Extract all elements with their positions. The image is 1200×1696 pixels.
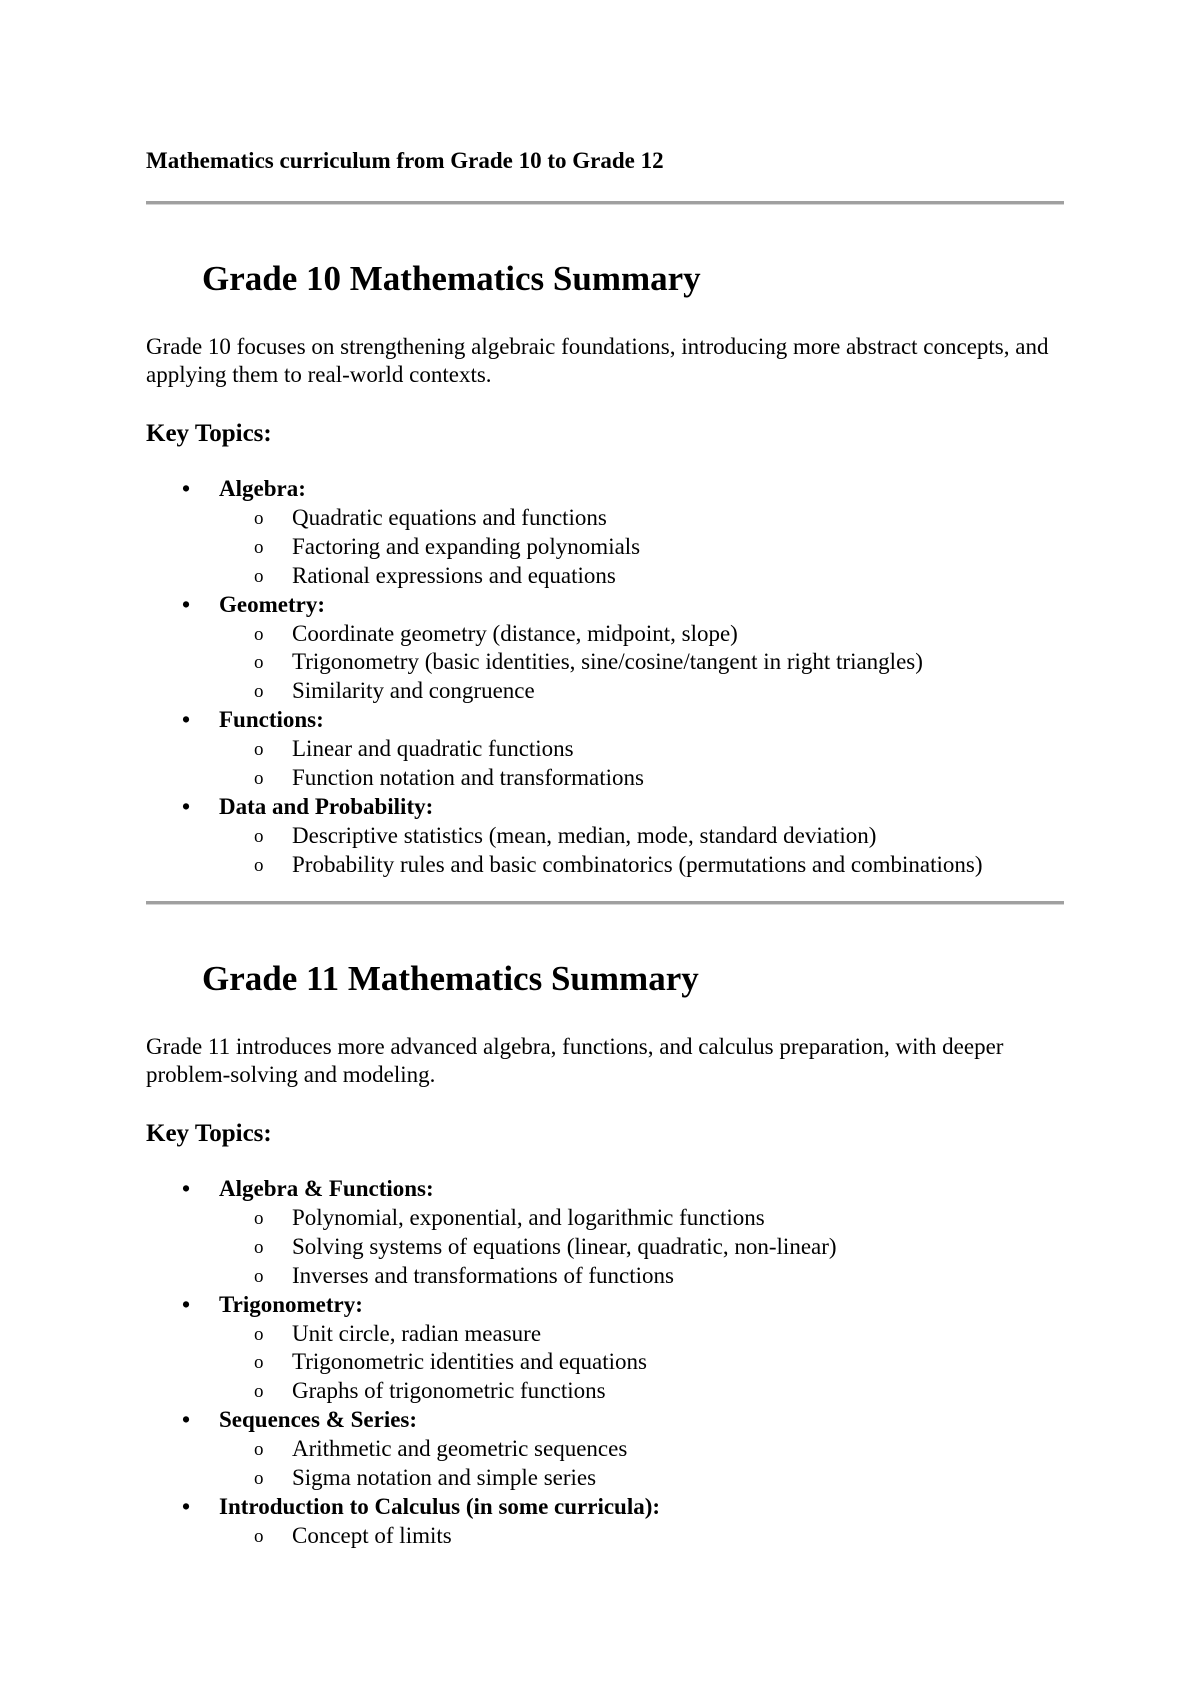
sub-bullet-marker: o	[254, 739, 264, 761]
subtopic-list	[219, 735, 1064, 793]
subtopic-item	[219, 1262, 1064, 1291]
subtopic-text: Unit circle, radian measure	[292, 1320, 542, 1346]
subtopic-text: Rational expressions and equations	[292, 562, 616, 588]
subtopic-text: Graphs of trigonometric functions	[292, 1378, 606, 1404]
subtopic-text: Coordinate geometry (distance, midpoint, slope)	[292, 620, 738, 646]
sub-bullet-marker: o	[254, 507, 264, 529]
sub-bullet-marker: o	[254, 825, 264, 847]
subtopic-list	[219, 1320, 1064, 1407]
topic-label: Algebra & Functions:	[219, 1176, 434, 1201]
grade10-heading: Grade 10 Mathematics Summary	[202, 259, 701, 298]
subtopic-item	[219, 1377, 1064, 1406]
bullet-marker: •	[182, 1407, 191, 1433]
subtopic-item	[219, 677, 1064, 706]
topic-item	[146, 706, 1064, 793]
grade11-section	[146, 959, 1064, 1551]
bullet-marker: •	[182, 591, 191, 617]
subtopic-item	[219, 648, 1064, 677]
topic-label: Sequences & Series:	[219, 1407, 418, 1433]
bullet-marker: •	[182, 1493, 191, 1519]
sub-bullet-marker: o	[254, 1207, 264, 1229]
bullet-marker: •	[182, 793, 191, 819]
subtopic-list	[219, 1204, 1064, 1291]
sub-bullet-marker: o	[254, 1323, 264, 1345]
sub-bullet-marker: o	[254, 1439, 264, 1461]
topic-item	[146, 475, 1064, 591]
subtopic-text: Descriptive statistics (mean, median, mode, standard deviation)	[292, 822, 877, 848]
sub-bullet-marker: o	[254, 854, 264, 876]
subtopic-item	[219, 533, 1064, 562]
subtopic-item	[219, 735, 1064, 764]
horizontal-rule	[146, 901, 1064, 905]
subtopic-item	[219, 1464, 1064, 1493]
topic-label: Introduction to Calculus (in some curricula):	[219, 1493, 661, 1519]
topic-label: Algebra:	[219, 476, 306, 501]
subtopic-text: Function notation and transformations	[292, 765, 644, 791]
sub-bullet-marker: o	[254, 652, 264, 674]
topic-label: Functions:	[219, 707, 324, 733]
grade11-intro: Grade 11 introduces more advanced algebra, functions, and calculus preparation, with deeper problem-solving and modeling.	[146, 1034, 1004, 1087]
bullet-marker: •	[182, 476, 191, 501]
topic-item	[146, 1406, 1064, 1493]
topic-label: Data and Probability:	[219, 793, 434, 819]
topic-item	[146, 793, 1064, 880]
subtopic-item	[219, 1522, 1064, 1551]
topic-label: Trigonometry:	[219, 1291, 363, 1317]
topic-item	[146, 591, 1064, 707]
sub-bullet-marker: o	[254, 623, 264, 645]
sub-bullet-marker: o	[254, 1468, 264, 1490]
subtopic-item	[219, 504, 1064, 533]
subtopic-item	[219, 764, 1064, 793]
sub-bullet-marker: o	[254, 1236, 264, 1258]
subtopic-list	[219, 822, 1064, 880]
sub-bullet-marker: o	[254, 1265, 264, 1287]
subtopic-text: Trigonometric identities and equations	[292, 1349, 647, 1375]
grade10-key-topics-label: Key Topics:	[146, 420, 272, 447]
subtopic-item	[219, 620, 1064, 649]
subtopic-item	[219, 1348, 1064, 1377]
sub-bullet-marker: o	[254, 565, 264, 587]
subtopic-list	[219, 1522, 1064, 1551]
sub-bullet-marker: o	[254, 536, 264, 558]
subtopic-text: Solving systems of equations (linear, quadratic, non-linear)	[292, 1233, 837, 1259]
subtopic-text: Similarity and congruence	[292, 678, 535, 704]
subtopic-text: Trigonometry (basic identities, sine/cosine/tangent in right triangles)	[292, 649, 923, 675]
subtopic-text: Linear and quadratic functions	[292, 736, 574, 762]
grade10-topic-list	[146, 475, 1064, 880]
sub-bullet-marker: o	[254, 1525, 264, 1547]
topic-item	[146, 1493, 1064, 1551]
subtopic-text: Probability rules and basic combinatorics (permutations and combinations)	[292, 851, 983, 877]
subtopic-list	[219, 1435, 1064, 1493]
grade10-intro: Grade 10 focuses on strengthening algebraic foundations, introducing more abstract concepts, and applying them to real-world contexts.	[146, 334, 1049, 387]
bullet-marker: •	[182, 1176, 191, 1201]
subtopic-item	[219, 1320, 1064, 1349]
grade11-topic-list	[146, 1175, 1064, 1551]
horizontal-rule	[146, 201, 1064, 205]
subtopic-text: Sigma notation and simple series	[292, 1465, 597, 1491]
bullet-marker: •	[182, 1291, 191, 1317]
topic-label: Geometry:	[219, 591, 325, 617]
grade11-heading: Grade 11 Mathematics Summary	[202, 959, 699, 998]
subtopic-text: Arithmetic and geometric sequences	[292, 1436, 628, 1462]
subtopic-text: Concept of limits	[292, 1522, 452, 1548]
subtopic-item	[219, 851, 1064, 880]
subtopic-item	[219, 1204, 1064, 1233]
grade10-section	[146, 259, 1064, 880]
document-title: Mathematics curriculum from Grade 10 to Grade 12	[146, 148, 664, 173]
subtopic-item	[219, 822, 1064, 851]
sub-bullet-marker: o	[254, 1352, 264, 1374]
subtopic-list	[219, 504, 1064, 591]
topic-item	[146, 1291, 1064, 1407]
grade11-key-topics-label: Key Topics:	[146, 1120, 272, 1147]
subtopic-item	[219, 1233, 1064, 1262]
subtopic-list	[219, 620, 1064, 707]
subtopic-text: Inverses and transformations of functions	[292, 1262, 674, 1288]
subtopic-item	[219, 562, 1064, 591]
subtopic-text: Polynomial, exponential, and logarithmic functions	[292, 1204, 765, 1230]
subtopic-text: Factoring and expanding polynomials	[292, 533, 641, 559]
bullet-marker: •	[182, 707, 191, 733]
sub-bullet-marker: o	[254, 1381, 264, 1403]
topic-item	[146, 1175, 1064, 1291]
sub-bullet-marker: o	[254, 768, 264, 790]
subtopic-text: Quadratic equations and functions	[292, 504, 607, 530]
sub-bullet-marker: o	[254, 681, 264, 703]
subtopic-item	[219, 1435, 1064, 1464]
